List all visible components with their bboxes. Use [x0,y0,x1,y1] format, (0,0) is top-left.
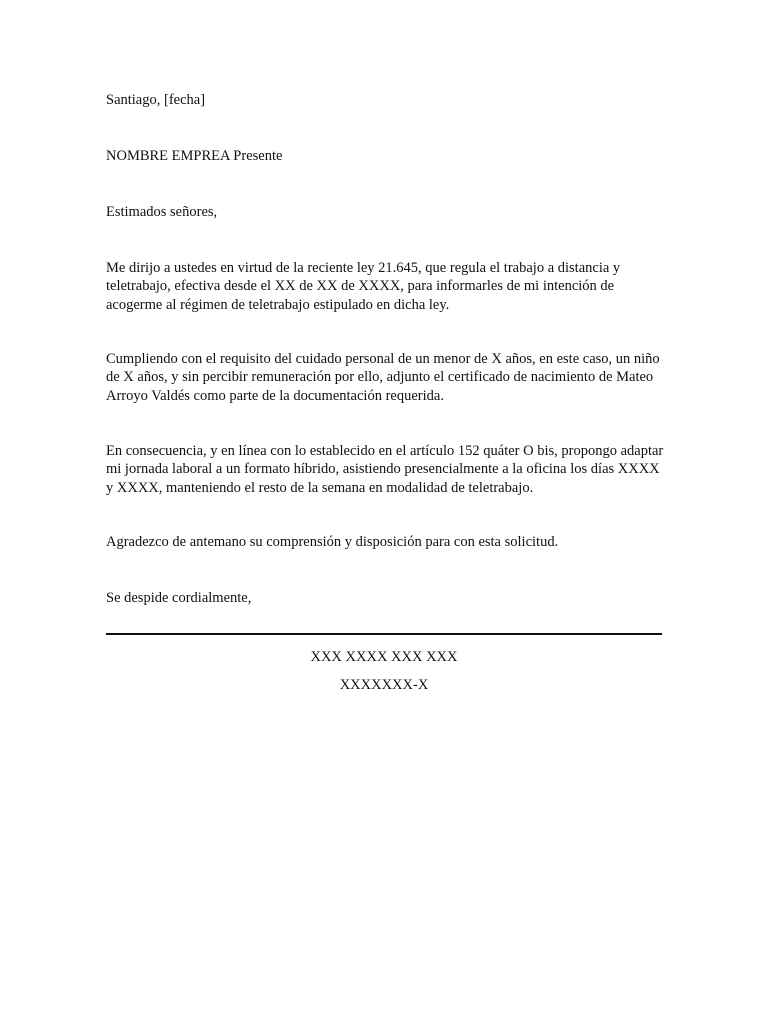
body-paragraph-2: Cumpliendo con el requisito del cuidado personal de un menor de X años, en este caso, un niño de X años, y sin percibir remuneración por ello, adjunto el certificado de nacimiento de Mateo Arroyo Valdés como parte de la documentación requerida. [106,351,660,404]
signature-name: XXX XXXX XXX XXX [310,649,458,665]
signature-id: XXXXXXX-X [339,677,429,693]
closing: Se despide cordialmente, [106,590,252,606]
place-date: Santiago, [fecha] [106,92,206,108]
signature-line [106,633,662,635]
recipient: NOMBRE EMPREA Presente [106,148,283,164]
salutation: Estimados señores, [106,204,218,220]
body-paragraph-3: En consecuencia, y en línea con lo establecido en el artículo 152 quáter O bis, propongo adaptar mi jornada laboral a un formato híbrido, asistiendo presencialmente a la oficina los días XXXX y XXXX, manteniendo el resto de la semana en modalidad de teletrabajo. [106,443,664,496]
body-paragraph-4: Agradezco de antemano su comprensión y disposición para con esta solicitud. [106,534,559,550]
body-paragraph-1: Me dirijo a ustedes en virtud de la reciente ley 21.645, que regula el trabajo a distancia y teletrabajo, efectiva desde el XX de XX de XXXX, para informarles de mi intención de acogerme al régimen de teletrabajo estipulado en dicha ley. [106,260,621,313]
